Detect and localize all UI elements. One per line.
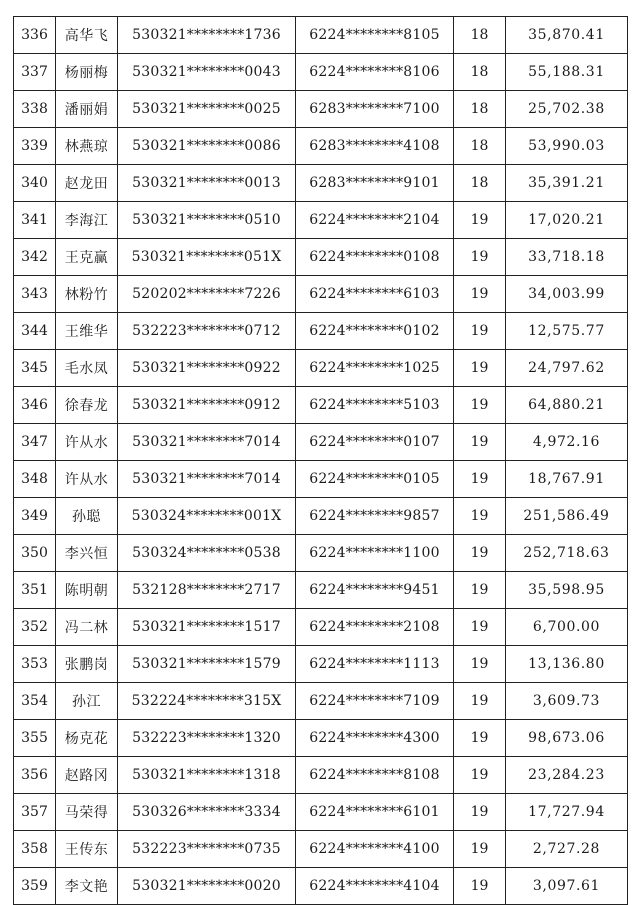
row-account-cell: 6224********0102: [296, 313, 454, 350]
row-account-cell: 6224********0105: [296, 461, 454, 498]
row-id-number-cell: 530321********7014: [118, 424, 296, 461]
row-account-cell: 6224********4104: [296, 868, 454, 905]
row-account-cell: 6224********8106: [296, 54, 454, 91]
row-amount-cell: 3,097.61: [506, 868, 628, 905]
row-id-number-cell: 530321********0912: [118, 387, 296, 424]
table-row: [14, 387, 628, 424]
row-name-cell: 杨克花: [56, 720, 118, 757]
row-amount-cell: 35,391.21: [506, 165, 628, 202]
row-account-cell: 6224********1100: [296, 535, 454, 572]
row-group-cell: 18: [454, 165, 506, 202]
row-id-number-cell: 530321********0086: [118, 128, 296, 165]
row-group-cell: 19: [454, 831, 506, 868]
table-row: [14, 683, 628, 720]
row-name-cell: 冯二林: [56, 609, 118, 646]
row-amount-cell: 4,972.16: [506, 424, 628, 461]
row-id-number-cell: 530321********1736: [118, 17, 296, 54]
row-group-cell: 19: [454, 720, 506, 757]
row-seq-cell: 339: [14, 128, 56, 165]
row-seq-cell: 347: [14, 424, 56, 461]
row-seq-cell: 356: [14, 757, 56, 794]
row-amount-cell: 64,880.21: [506, 387, 628, 424]
row-seq-cell: 346: [14, 387, 56, 424]
row-id-number-cell: 530321********1579: [118, 646, 296, 683]
row-id-number-cell: 530326********3334: [118, 794, 296, 831]
row-name-cell: 许从水: [56, 424, 118, 461]
table-row: [14, 128, 628, 165]
row-seq-cell: 354: [14, 683, 56, 720]
row-id-number-cell: 532223********0735: [118, 831, 296, 868]
row-name-cell: 陈明朝: [56, 572, 118, 609]
row-group-cell: 19: [454, 794, 506, 831]
row-name-cell: 王传东: [56, 831, 118, 868]
row-id-number-cell: 530321********7014: [118, 461, 296, 498]
row-id-number-cell: 530321********0510: [118, 202, 296, 239]
row-seq-cell: 342: [14, 239, 56, 276]
row-name-cell: 马荣得: [56, 794, 118, 831]
row-group-cell: 18: [454, 17, 506, 54]
row-seq-cell: 349: [14, 498, 56, 535]
row-amount-cell: 18,767.91: [506, 461, 628, 498]
row-name-cell: 孙聪: [56, 498, 118, 535]
row-seq-cell: 340: [14, 165, 56, 202]
row-seq-cell: 341: [14, 202, 56, 239]
table-row: [14, 165, 628, 202]
row-group-cell: 19: [454, 424, 506, 461]
row-account-cell: 6224********1025: [296, 350, 454, 387]
row-group-cell: 19: [454, 276, 506, 313]
table-row: [14, 609, 628, 646]
row-name-cell: 李海江: [56, 202, 118, 239]
payment-ledger-table: [13, 16, 628, 905]
row-account-cell: 6224********8105: [296, 17, 454, 54]
row-seq-cell: 355: [14, 720, 56, 757]
row-name-cell: 潘丽娟: [56, 91, 118, 128]
row-name-cell: 李兴恒: [56, 535, 118, 572]
row-amount-cell: 3,609.73: [506, 683, 628, 720]
table-row: [14, 794, 628, 831]
row-amount-cell: 35,598.95: [506, 572, 628, 609]
row-name-cell: 李文艳: [56, 868, 118, 905]
row-account-cell: 6224********6101: [296, 794, 454, 831]
row-account-cell: 6224********2104: [296, 202, 454, 239]
row-group-cell: 19: [454, 572, 506, 609]
row-group-cell: 19: [454, 757, 506, 794]
row-amount-cell: 98,673.06: [506, 720, 628, 757]
row-seq-cell: 336: [14, 17, 56, 54]
row-amount-cell: 17,727.94: [506, 794, 628, 831]
row-seq-cell: 344: [14, 313, 56, 350]
row-group-cell: 18: [454, 128, 506, 165]
row-id-number-cell: 530324********0538: [118, 535, 296, 572]
row-name-cell: 许从水: [56, 461, 118, 498]
row-amount-cell: 2,727.28: [506, 831, 628, 868]
table-row: [14, 91, 628, 128]
row-account-cell: 6224********5103: [296, 387, 454, 424]
row-name-cell: 毛水凤: [56, 350, 118, 387]
row-amount-cell: 13,136.80: [506, 646, 628, 683]
row-id-number-cell: 532223********0712: [118, 313, 296, 350]
row-account-cell: 6224********1113: [296, 646, 454, 683]
table-row: [14, 572, 628, 609]
table-row: [14, 202, 628, 239]
table-row: [14, 350, 628, 387]
row-account-cell: 6224********0107: [296, 424, 454, 461]
row-amount-cell: 33,718.18: [506, 239, 628, 276]
row-account-cell: 6224********0108: [296, 239, 454, 276]
row-name-cell: 杨丽梅: [56, 54, 118, 91]
row-amount-cell: 251,586.49: [506, 498, 628, 535]
row-seq-cell: 343: [14, 276, 56, 313]
row-group-cell: 19: [454, 498, 506, 535]
row-group-cell: 19: [454, 239, 506, 276]
table-row: [14, 720, 628, 757]
row-account-cell: 6283********9101: [296, 165, 454, 202]
row-name-cell: 赵龙田: [56, 165, 118, 202]
row-group-cell: 19: [454, 868, 506, 905]
table-row: [14, 868, 628, 905]
row-amount-cell: 252,718.63: [506, 535, 628, 572]
table-row: [14, 17, 628, 54]
row-account-cell: 6224********4300: [296, 720, 454, 757]
row-id-number-cell: 532224********315X: [118, 683, 296, 720]
row-id-number-cell: 532223********1320: [118, 720, 296, 757]
table-body: [14, 17, 628, 905]
table-row: [14, 646, 628, 683]
row-account-cell: 6224********8108: [296, 757, 454, 794]
row-seq-cell: 337: [14, 54, 56, 91]
row-account-cell: 6224********9451: [296, 572, 454, 609]
row-group-cell: 19: [454, 313, 506, 350]
row-seq-cell: 357: [14, 794, 56, 831]
row-group-cell: 19: [454, 646, 506, 683]
row-amount-cell: 6,700.00: [506, 609, 628, 646]
table-row: [14, 276, 628, 313]
table-row: [14, 461, 628, 498]
row-group-cell: 19: [454, 461, 506, 498]
row-group-cell: 19: [454, 202, 506, 239]
row-id-number-cell: 530321********1517: [118, 609, 296, 646]
table-row: [14, 498, 628, 535]
table-row: [14, 239, 628, 276]
row-id-number-cell: 532128********2717: [118, 572, 296, 609]
table-row: [14, 757, 628, 794]
row-name-cell: 张鹏岗: [56, 646, 118, 683]
row-amount-cell: 35,870.41: [506, 17, 628, 54]
row-seq-cell: 352: [14, 609, 56, 646]
row-seq-cell: 348: [14, 461, 56, 498]
row-account-cell: 6224********6103: [296, 276, 454, 313]
row-seq-cell: 358: [14, 831, 56, 868]
row-group-cell: 19: [454, 609, 506, 646]
row-seq-cell: 350: [14, 535, 56, 572]
row-seq-cell: 338: [14, 91, 56, 128]
row-amount-cell: 55,188.31: [506, 54, 628, 91]
row-amount-cell: 53,990.03: [506, 128, 628, 165]
row-group-cell: 19: [454, 350, 506, 387]
row-account-cell: 6224********9857: [296, 498, 454, 535]
table-row: [14, 424, 628, 461]
row-id-number-cell: 530321********0025: [118, 91, 296, 128]
row-account-cell: 6283********7100: [296, 91, 454, 128]
row-id-number-cell: 530321********0043: [118, 54, 296, 91]
row-name-cell: 徐春龙: [56, 387, 118, 424]
row-seq-cell: 351: [14, 572, 56, 609]
row-amount-cell: 25,702.38: [506, 91, 628, 128]
table-row: [14, 831, 628, 868]
row-account-cell: 6283********4108: [296, 128, 454, 165]
row-seq-cell: 359: [14, 868, 56, 905]
row-id-number-cell: 520202********7226: [118, 276, 296, 313]
row-group-cell: 18: [454, 54, 506, 91]
row-account-cell: 6224********4100: [296, 831, 454, 868]
row-name-cell: 林燕琼: [56, 128, 118, 165]
row-group-cell: 18: [454, 91, 506, 128]
row-seq-cell: 345: [14, 350, 56, 387]
row-name-cell: 王克赢: [56, 239, 118, 276]
row-amount-cell: 17,020.21: [506, 202, 628, 239]
row-amount-cell: 12,575.77: [506, 313, 628, 350]
row-id-number-cell: 530321********051X: [118, 239, 296, 276]
row-name-cell: 孙江: [56, 683, 118, 720]
row-group-cell: 19: [454, 535, 506, 572]
table-row: [14, 313, 628, 350]
row-name-cell: 林粉竹: [56, 276, 118, 313]
row-id-number-cell: 530324********001X: [118, 498, 296, 535]
row-group-cell: 19: [454, 387, 506, 424]
table-row: [14, 535, 628, 572]
row-amount-cell: 34,003.99: [506, 276, 628, 313]
table-row: [14, 54, 628, 91]
row-name-cell: 赵路冈: [56, 757, 118, 794]
row-account-cell: 6224********2108: [296, 609, 454, 646]
row-id-number-cell: 530321********0922: [118, 350, 296, 387]
row-id-number-cell: 530321********0020: [118, 868, 296, 905]
row-id-number-cell: 530321********1318: [118, 757, 296, 794]
row-group-cell: 19: [454, 683, 506, 720]
row-id-number-cell: 530321********0013: [118, 165, 296, 202]
row-name-cell: 高华飞: [56, 17, 118, 54]
row-amount-cell: 23,284.23: [506, 757, 628, 794]
row-seq-cell: 353: [14, 646, 56, 683]
row-name-cell: 王维华: [56, 313, 118, 350]
row-account-cell: 6224********7109: [296, 683, 454, 720]
row-amount-cell: 24,797.62: [506, 350, 628, 387]
